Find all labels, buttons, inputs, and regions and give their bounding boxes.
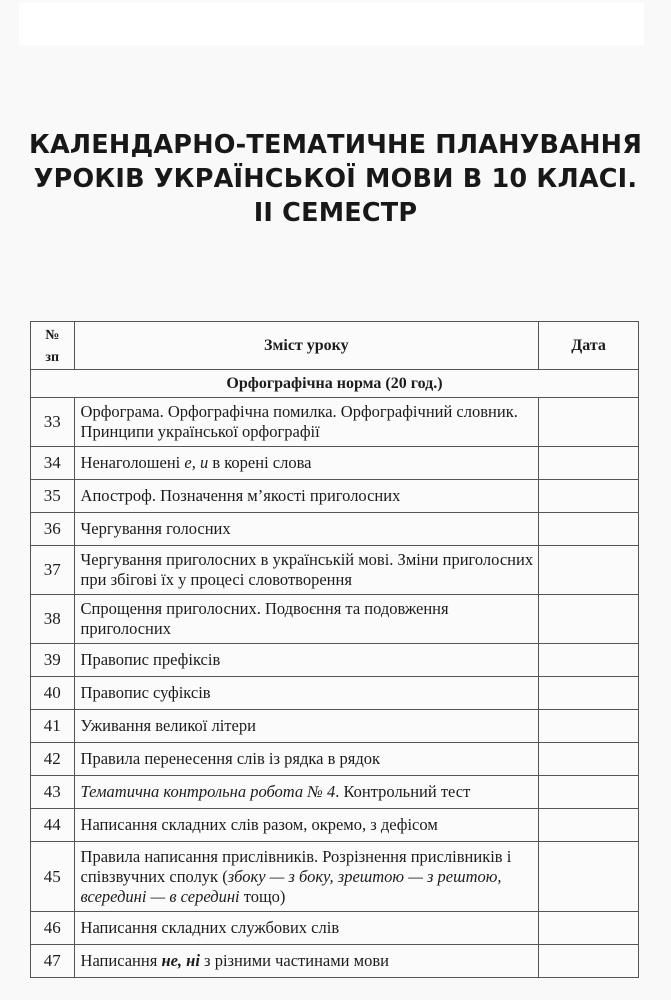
topic-emphasis: Тематична контрольна робота № 4 — [80, 782, 336, 801]
table-header-row — [31, 322, 639, 370]
row-number: 39 — [31, 644, 75, 677]
row-topic: Правопис суфіксів — [74, 677, 539, 710]
lesson-plan-table — [30, 321, 639, 978]
row-topic: Чергування приголосних в українській мові. Зміни приголосних при збігові їх у процесі словотворення — [74, 546, 539, 595]
table-row — [31, 912, 639, 945]
top-blank-bar — [19, 3, 644, 45]
row-number: 38 — [31, 595, 75, 644]
row-date-cell[interactable] — [539, 743, 639, 776]
table-row — [31, 595, 639, 644]
row-topic: Написання не, ні з різними частинами мови — [74, 945, 539, 978]
table-row — [31, 398, 639, 447]
section-title: Орфографічна норма (20 год.) — [31, 370, 639, 398]
section-row — [31, 370, 639, 398]
row-topic: Тематична контрольна робота № 4. Контрольний тест — [74, 776, 539, 809]
row-number: 46 — [31, 912, 75, 945]
row-number: 35 — [31, 480, 75, 513]
header-number-abbr: зп — [45, 349, 60, 365]
page-title — [0, 128, 671, 230]
row-topic: Написання складних службових слів — [74, 912, 539, 945]
table-row — [31, 945, 639, 978]
row-number: 40 — [31, 677, 75, 710]
row-date-cell[interactable] — [539, 912, 639, 945]
table-row — [31, 842, 639, 912]
topic-emphasis: не, ні — [161, 951, 200, 970]
topic-emphasis: е, и — [184, 453, 209, 472]
table-row — [31, 743, 639, 776]
title-line-3: II СЕМЕСТР — [253, 198, 418, 228]
row-date-cell[interactable] — [539, 480, 639, 513]
row-topic: Ненаголошені е, и в корені слова — [74, 447, 539, 480]
header-number — [31, 322, 75, 370]
table-row — [31, 809, 639, 842]
header-date: Дата — [539, 322, 639, 370]
table-row — [31, 447, 639, 480]
title-line-2: УРОКІВ УКРАЇНСЬКОЇ МОВИ В 10 КЛАСІ. — [33, 164, 638, 194]
table-row — [31, 776, 639, 809]
row-date-cell[interactable] — [539, 513, 639, 546]
table-row — [31, 546, 639, 595]
row-number: 36 — [31, 513, 75, 546]
table-row — [31, 677, 639, 710]
row-date-cell[interactable] — [539, 546, 639, 595]
row-date-cell[interactable] — [539, 776, 639, 809]
row-number: 34 — [31, 447, 75, 480]
row-number: 45 — [31, 842, 75, 912]
title-line-1: КАЛЕНДАРНО-ТЕМАТИЧНЕ ПЛАНУВАННЯ — [28, 130, 643, 160]
row-date-cell[interactable] — [539, 644, 639, 677]
topic-emphasis: збоку — з боку, зрештою — з рештою, всередині — в середині — [80, 866, 502, 906]
row-topic: Правопис префіксів — [74, 644, 539, 677]
table-row — [31, 513, 639, 546]
row-date-cell[interactable] — [539, 447, 639, 480]
row-number: 43 — [31, 776, 75, 809]
row-topic: Уживання великої літери — [74, 710, 539, 743]
row-topic: Апостроф. Позначення м’якості приголосних — [74, 480, 539, 513]
row-number: 37 — [31, 546, 75, 595]
row-topic: Правила перенесення слів із рядка в рядок — [74, 743, 539, 776]
row-number: 47 — [31, 945, 75, 978]
row-number: 42 — [31, 743, 75, 776]
row-topic: Орфограма. Орфографічна помилка. Орфографічний словник. Принципи української орфографії — [74, 398, 539, 447]
row-topic: Правила написання прислівників. Розрізнення прислівників і співзвучних сполук (збоку — з боку, зрештою — з рештою, всередині — в середині тощо) — [74, 842, 539, 912]
row-date-cell[interactable] — [539, 398, 639, 447]
row-number: 41 — [31, 710, 75, 743]
row-topic: Написання складних слів разом, окремо, з дефісом — [74, 809, 539, 842]
table-row — [31, 710, 639, 743]
row-number: 33 — [31, 398, 75, 447]
row-topic: Спрощення приголосних. Подвоєння та подовження приголосних — [74, 595, 539, 644]
row-date-cell[interactable] — [539, 945, 639, 978]
header-topic: Зміст уроку — [74, 322, 539, 370]
row-date-cell[interactable] — [539, 677, 639, 710]
row-date-cell[interactable] — [539, 595, 639, 644]
row-number: 44 — [31, 809, 75, 842]
row-date-cell[interactable] — [539, 809, 639, 842]
table-row — [31, 480, 639, 513]
table-row — [31, 644, 639, 677]
row-topic: Чергування голосних — [74, 513, 539, 546]
header-number-symbol: № — [45, 327, 60, 343]
row-date-cell[interactable] — [539, 842, 639, 912]
row-date-cell[interactable] — [539, 710, 639, 743]
